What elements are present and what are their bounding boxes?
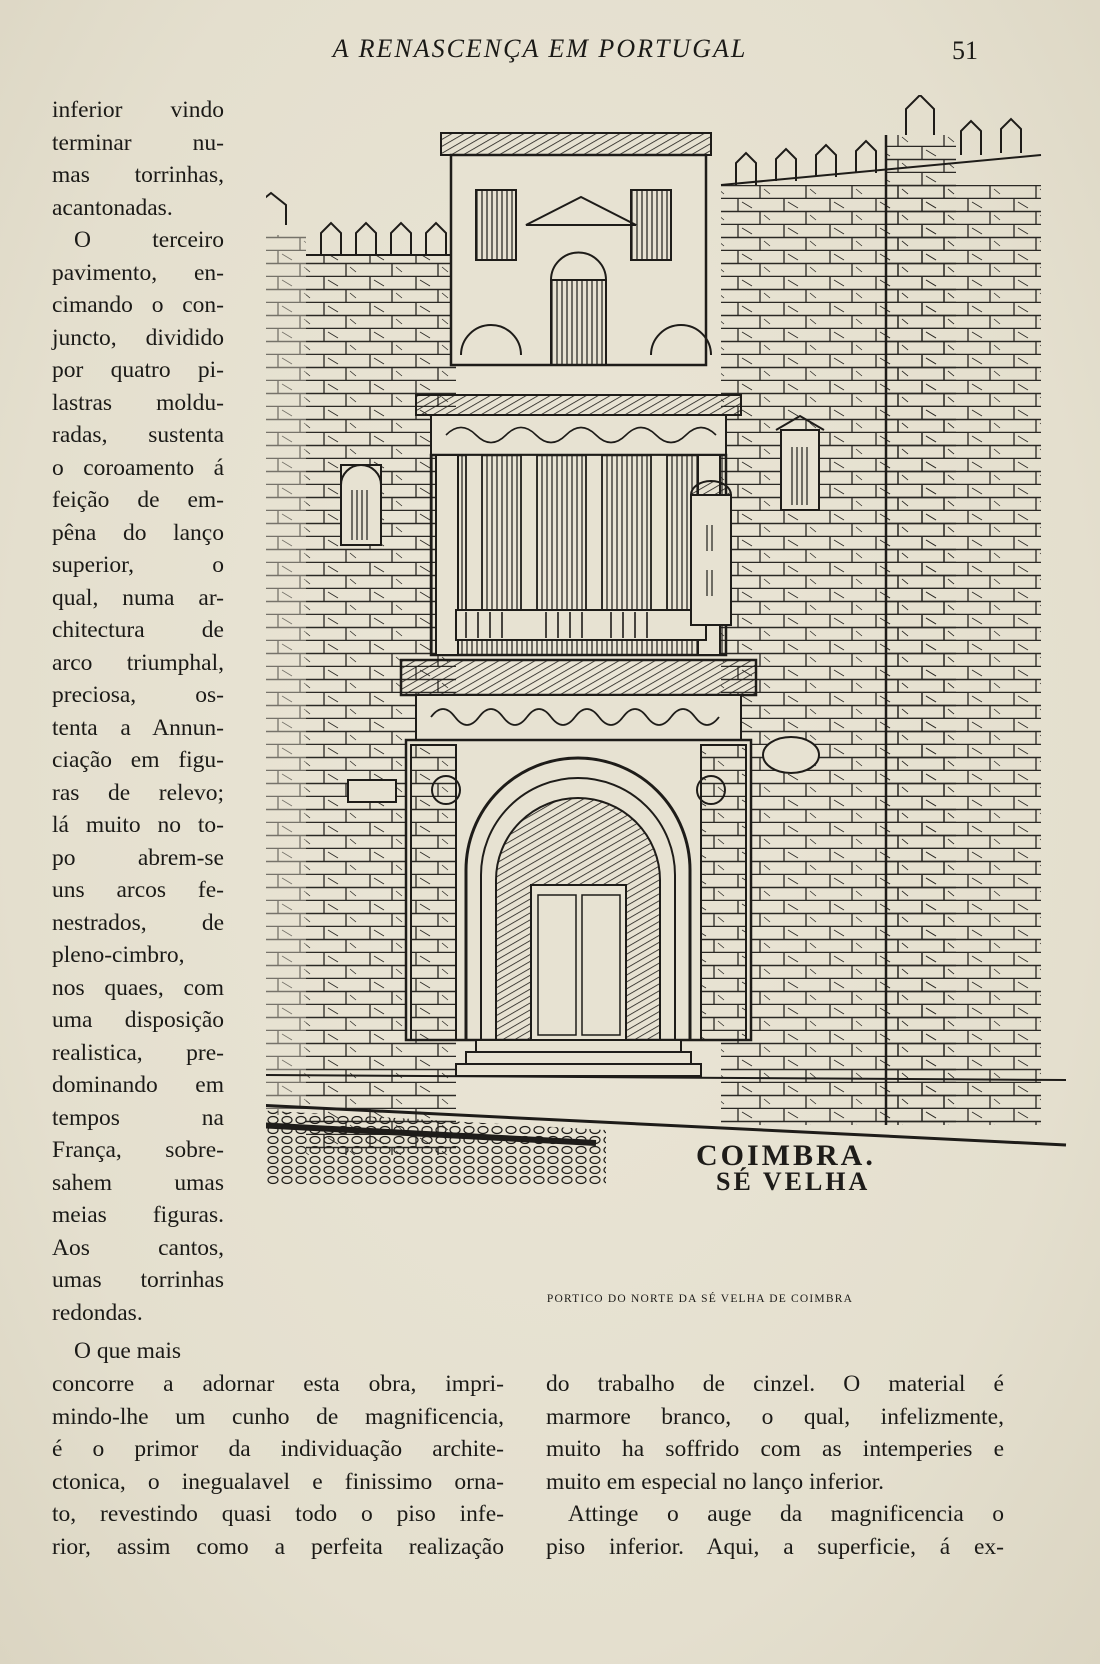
paragraph-line: redondas. xyxy=(52,1299,143,1326)
paragraph-line: sahem umas xyxy=(52,1169,224,1196)
paragraph-line: mas torrinhas, xyxy=(52,162,224,188)
paragraph-line: juncto, dividido xyxy=(52,324,224,351)
paragraph-line: nos quaes, com xyxy=(52,974,224,1001)
paragraph-line: qual, numa ar- xyxy=(52,584,224,611)
paragraph-line: superior, o xyxy=(52,552,224,578)
bottom-left-column xyxy=(52,1368,504,1563)
page-number: 51 xyxy=(952,36,978,65)
paragraph-line: nestrados, de xyxy=(52,909,224,936)
paragraph-line: França, sobre- xyxy=(52,1137,224,1163)
illustration-inscription-line1: COIMBRA. xyxy=(696,1139,876,1172)
paragraph-line: rior, assim como a perfeita realização xyxy=(52,1533,504,1560)
paragraph-line: preciosa, os- xyxy=(52,682,224,708)
paragraph-line: pavimento, en- xyxy=(52,259,224,286)
illustration-inscription-line2: SÉ VELHA xyxy=(716,1167,871,1196)
paragraph-line: po abrem-se xyxy=(52,844,224,871)
paragraph-line: Attinge o auge da magnificencia o xyxy=(568,1501,1004,1527)
paragraph-line: arco triumphal, xyxy=(52,649,224,676)
paragraph-line: uns arcos fe- xyxy=(52,877,224,903)
paragraph-line: piso inferior. Aqui, a superficie, á ex- xyxy=(546,1533,1004,1560)
paragraph-line: acantonadas. xyxy=(52,194,173,221)
running-head: A RENASCENÇA EM PORTUGAL xyxy=(332,34,748,63)
paragraph-line: O terceiro xyxy=(74,227,224,253)
paragraph-line: pleno-cimbro, xyxy=(52,942,185,968)
paragraph-line: muito em especial no lanço inferior. xyxy=(546,1468,885,1495)
paragraph-line: mindo-lhe um cunho de magnificencia, xyxy=(52,1403,504,1430)
paragraph-line: cimando o con- xyxy=(52,292,224,318)
paragraph-line: é o primor da individuação archite- xyxy=(52,1436,504,1462)
portico xyxy=(401,133,756,1076)
paragraph-line: umas torrinhas xyxy=(52,1267,224,1293)
paragraph-line: marmore branco, o qual, infelizmente, xyxy=(546,1403,1004,1430)
paragraph-line: ras de relevo; xyxy=(52,779,224,806)
paragraph-line: o coroamento á xyxy=(52,454,224,481)
paragraph-line: muito ha soffrido com as intemperies e xyxy=(546,1436,1004,1462)
portico-engraving xyxy=(266,95,1074,1260)
paragraph-line: Aos cantos, xyxy=(52,1234,224,1261)
paragraph-line: realistica, pre- xyxy=(52,1039,224,1066)
paragraph-line: pêna do lanço xyxy=(52,519,224,546)
paragraph-lead-line: O que mais xyxy=(74,1338,182,1364)
paragraph-line: inferior vindo xyxy=(52,97,224,123)
figure-caption: PORTICO DO NORTE DA SÉ VELHA DE COIMBRA xyxy=(546,1293,854,1305)
paragraph-line: tempos na xyxy=(52,1104,224,1131)
paragraph-line: terminar nu- xyxy=(52,129,224,156)
paragraph-line: uma disposição xyxy=(52,1007,224,1033)
paragraph-line: lastras moldu- xyxy=(52,389,224,416)
right-wall xyxy=(721,95,1041,1125)
paragraph-line: chitectura de xyxy=(52,617,224,643)
paragraph-line: lá muito no to- xyxy=(52,812,224,838)
paragraph-line: ctonica, o inegualavel e finissimo orna- xyxy=(52,1468,504,1495)
paragraph-line: concorre a adornar esta obra, impri- xyxy=(52,1371,504,1397)
paragraph-line: do trabalho de cinzel. O material é xyxy=(546,1371,1004,1397)
paragraph-line: meias figuras. xyxy=(52,1202,224,1228)
left-narrow-column xyxy=(52,94,224,1329)
paragraph-line: radas, sustenta xyxy=(52,422,224,448)
paragraph-line: por quatro pi- xyxy=(52,357,224,383)
bottom-right-column xyxy=(546,1368,1004,1563)
paragraph-line: ciação em figu- xyxy=(52,747,224,773)
paragraph-line: dominando em xyxy=(52,1072,224,1098)
paragraph-line: tenta a Annun- xyxy=(52,714,224,741)
paragraph-line: feição de em- xyxy=(52,487,224,513)
paragraph-line: to, revestindo quasi todo o piso infe- xyxy=(52,1501,504,1527)
